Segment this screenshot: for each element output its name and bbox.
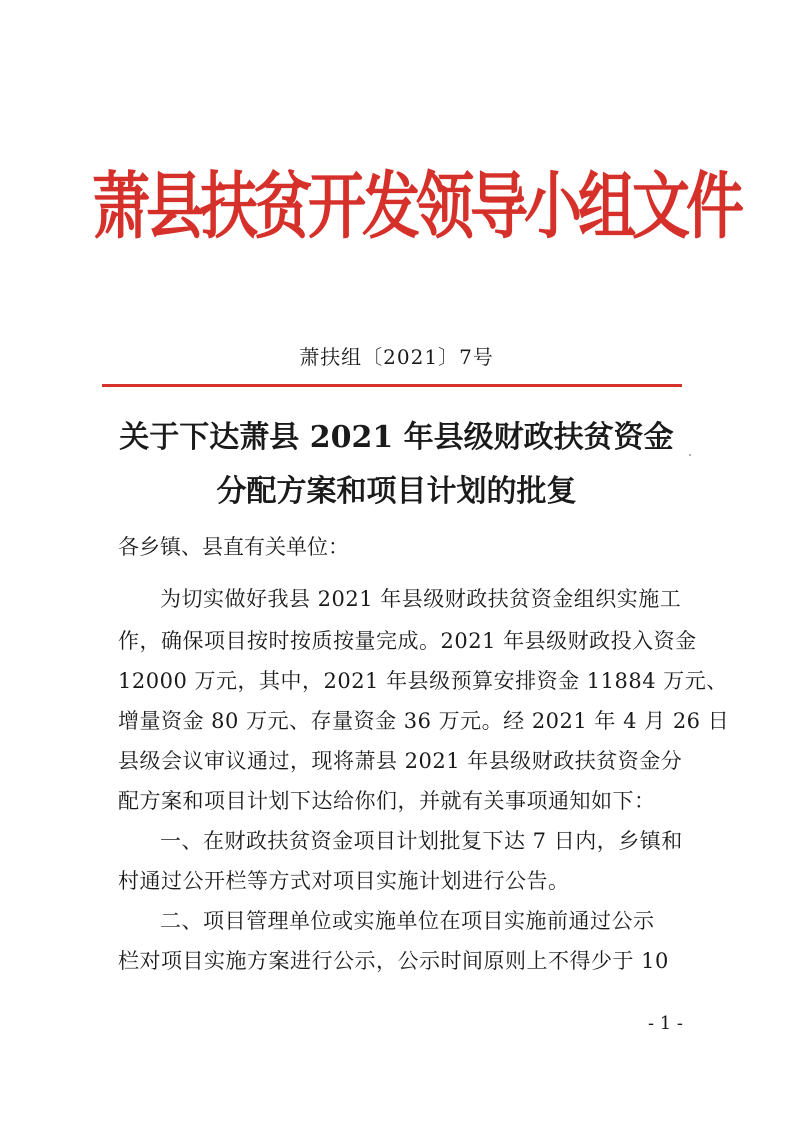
body-line: 栏对项目实施方案进行公示，公示时间原则上不得少于 10 — [118, 949, 669, 973]
body-line: 县级会议审议通过，现将萧县 2021 年县级财政扶贫资金分 — [118, 749, 683, 773]
salutation: 各乡镇、县直有关单位： — [118, 535, 349, 559]
body-line: 增量资金 80 万元、存量资金 36 万元。经 2021 年 4 月 26 日 — [118, 709, 730, 733]
body-line: 为切实做好我县 2021 年县级财政扶贫资金组织实施工 — [160, 587, 682, 611]
document-title-line-2: 分配方案和项目计划的批复 — [216, 474, 577, 509]
scan-speck — [689, 454, 691, 456]
document-number: 萧扶组〔2021〕7号 — [299, 345, 494, 369]
masthead-title: 萧县扶贫开发领导小组文件 — [92, 163, 741, 249]
body-line: 作，确保项目按时按质按量完成。2021 年县级财政投入资金 — [118, 629, 697, 653]
body-line: 村通过公开栏等方式对项目实施计划进行公告。 — [118, 869, 570, 893]
document-title-line-1: 关于下达萧县 2021 年县级财政扶贫资金 — [119, 420, 674, 455]
body-line: 配方案和项目计划下达给你们，并就有关事项通知如下： — [118, 789, 656, 813]
body-line: 12000 万元，其中，2021 年县级预算安排资金 11884 万元、 — [118, 669, 728, 693]
body-line: 一、在财政扶贫资金项目计划批复下达 7 日内，乡镇和 — [160, 829, 683, 853]
body-line: 二、项目管理单位或实施单位在项目实施前通过公示 — [160, 909, 655, 933]
page-number: - 1 - — [647, 1013, 683, 1034]
red-divider-line — [102, 384, 682, 387]
